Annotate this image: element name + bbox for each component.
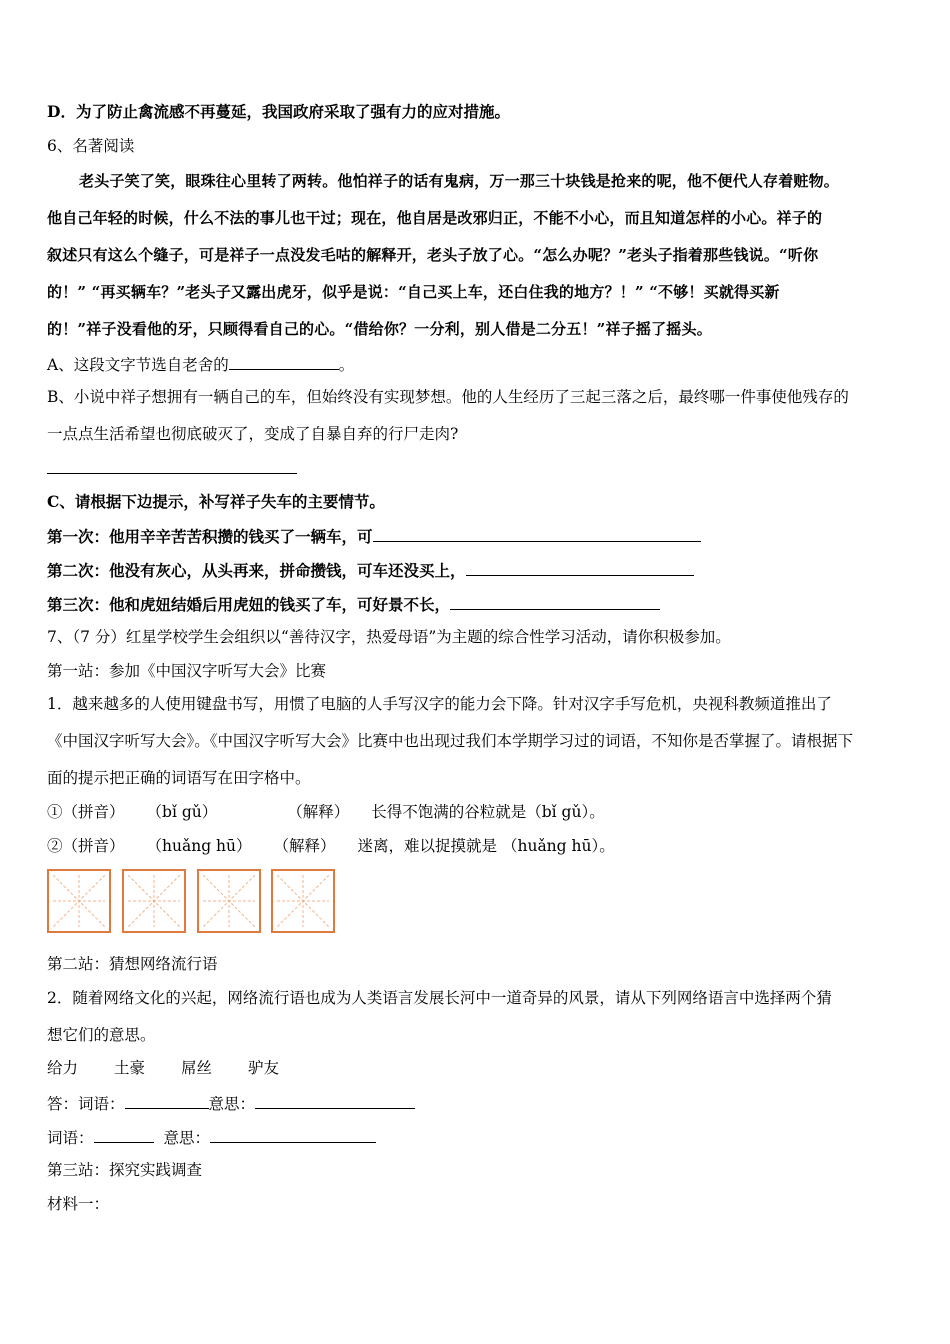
station-2-title: 第二站：猜想网络流行语 (47, 955, 218, 973)
answer-blank-meaning-1[interactable] (255, 1092, 415, 1109)
question-a-end: 。 (338, 356, 355, 374)
yisi-label: 意思： (208, 1095, 256, 1113)
answer-blank-meaning-2[interactable] (210, 1126, 376, 1143)
passage-line-4: 的！” “再买辆车？”老头子又露出虎牙，似乎是说：“自己买上车，还白住我的地方？！” “不够！买就得买新 (47, 283, 780, 301)
item-1-number: ①（拼音） (47, 803, 125, 821)
tianzige-guide-lines (277, 875, 329, 927)
ciyu-label: 词语： (78, 1095, 125, 1113)
item-2-pinyin: （huǎng hū） (146, 837, 252, 855)
tianzige-guide-lines (203, 875, 255, 927)
item-2 (47, 836, 615, 856)
third-time-text: 第三次：他和虎妞结婚后用虎妞的钱买了车，可好景不长， (47, 595, 451, 614)
tianzige-cell[interactable] (47, 869, 111, 933)
answer-blank-second[interactable] (466, 559, 694, 576)
passage-line-2: 他自己年轻的时候，什么不法的事儿也干过；现在，他自居是改邪归正，不能不小心，而且知道怎样的小心。祥子的 (47, 209, 823, 227)
passage-line-3: 叙述只有这么个缝子，可是祥子一点没发毛咕的解释开，老头子放了心。“怎么办呢？”老头子指着那些钱说。“听你 (47, 246, 819, 264)
answer-blank-first[interactable] (373, 525, 701, 542)
word-item: 驴友 (248, 1059, 280, 1077)
tianzige-cell[interactable] (197, 869, 261, 933)
item-2-explain: 迷离，难以捉摸就是 （huǎng hū）。 (357, 837, 615, 855)
station-1-text-2: 《中国汉字听写大会》。《中国汉字听写大会》比赛中也出现过我们本学期学习过的词语，不知你是否掌握了。请根据下 (47, 732, 854, 750)
question-c: C、请根据下边提示，补写祥子失车的主要情节。 (47, 492, 385, 511)
item-1-pinyin: （bǐ gǔ） (146, 803, 218, 821)
answer-blank-a[interactable] (229, 353, 339, 370)
item-1-explain-label: （解释） (287, 803, 350, 821)
answer-row-2 (47, 1126, 376, 1148)
question-b-line-1: B、小说中祥子想拥有一辆自己的车，但始终没有实现梦想。他的人生经历了三起三落之后，最终哪一件事使他残存的 (47, 388, 849, 406)
question-a-text: A、这段文字节选自老舍的 (47, 356, 229, 374)
passage-line-1: 老头子笑了笑，眼珠往心里转了两转。他怕祥子的话有鬼病，万一那三十块钱是抢来的呢，他不便代人存着赃物。 (79, 172, 840, 190)
answer-line-b[interactable] (47, 457, 297, 479)
station-3-title: 第三站：探究实践调查 (47, 1161, 203, 1179)
material-1-label: 材料一： (47, 1195, 110, 1213)
station-1-text-1: 1．越来越多的人使用键盘书写，用惯了电脑的人手写汉字的能力会下降。针对汉字手写危机，央视科教频道推出了 (47, 695, 832, 713)
third-time (47, 593, 660, 615)
item-2-number: ②（拼音） (47, 837, 125, 855)
second-time (47, 559, 694, 581)
first-time (47, 525, 701, 547)
word-list (47, 1058, 279, 1078)
first-time-text: 第一次：他用辛辛苦苦积攒的钱买了一辆车，可 (47, 527, 373, 546)
word-item: 屌丝 (181, 1059, 213, 1077)
question-b-line-2: 一点点生活希望也彻底破灭了，变成了自暴自弃的行尸走肉? (47, 425, 459, 443)
answer-prefix: 答： (47, 1095, 79, 1113)
word-item: 土豪 (114, 1059, 146, 1077)
tianzige-cell[interactable] (122, 869, 186, 933)
answer-blank-word-2[interactable] (94, 1126, 154, 1143)
station-2-text-1: 2．随着网络文化的兴起，网络流行语也成为人类语言发展长河中一道奇异的风景，请从下列网络语言中选择两个猜 (47, 989, 832, 1007)
answer-blank-b[interactable] (47, 457, 297, 474)
second-time-text: 第二次：他没有灰心，从头再来，拼命攒钱，可车还没买上， (47, 561, 466, 580)
item-1-explain: 长得不饱满的谷粒就是（bǐ gǔ）。 (371, 803, 605, 821)
item-1 (47, 802, 605, 822)
answer-row-1 (47, 1092, 415, 1114)
question-a (47, 353, 354, 375)
word-item: 给力 (47, 1059, 79, 1077)
yisi-label: 意思： (163, 1129, 211, 1147)
tianzige-guide-lines (53, 875, 105, 927)
ciyu-label: 词语： (47, 1129, 94, 1147)
answer-blank-word-1[interactable] (125, 1092, 209, 1109)
tianzige-guide-lines (128, 875, 180, 927)
answer-blank-third[interactable] (450, 593, 660, 610)
station-2-text-2: 想它们的意思。 (47, 1026, 156, 1044)
station-1-text-3: 面的提示把正确的词语写在田字格中。 (47, 769, 311, 787)
option-d: D．为了防止禽流感不再蔓延，我国政府采取了强有力的应对措施。 (47, 102, 510, 121)
station-1-title: 第一站：参加《中国汉字听写大会》比赛 (47, 662, 327, 680)
tianzige-cell[interactable] (271, 869, 335, 933)
passage-line-5: 的！”祥子没看他的牙，只顾得看自己的心。“借给你？一分利，别人借是二分五！”祥子摇了摇头。 (47, 320, 712, 338)
question-6-title: 6、名著阅读 (47, 137, 135, 155)
item-2-explain-label: （解释） (273, 837, 336, 855)
question-7: 7、（7 分）红星学校学生会组织以“善待汉字，热爱母语”为主题的综合性学习活动，请你积极参加。 (47, 628, 731, 646)
